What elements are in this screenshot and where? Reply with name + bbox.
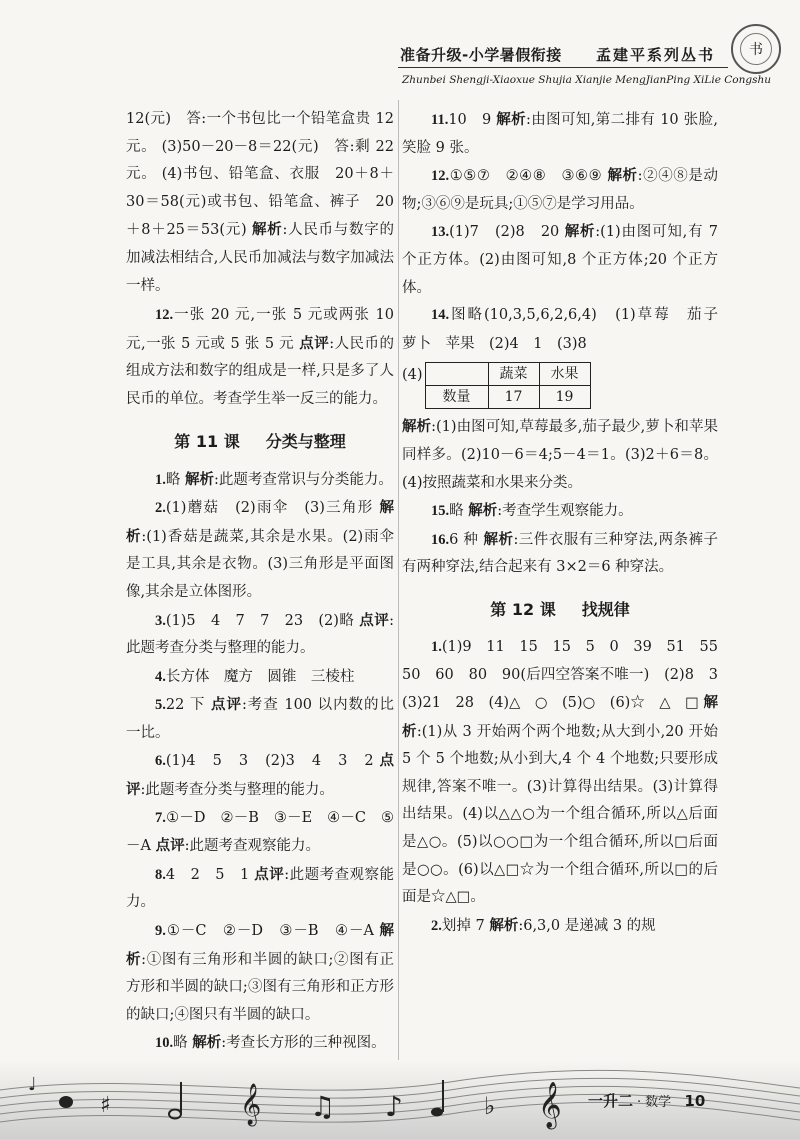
analysis-label: 点评 [155,837,185,855]
answer-item: 12.①⑤⑦ ②④⑧ ③⑥⑨ 解析:②④⑧是动物;③⑥⑨是玩具;①⑤⑦是学习用品。 [402,167,718,212]
item-number: 3. [155,612,166,629]
publisher-logo-icon [731,24,781,74]
item-number: 16. [431,531,450,548]
analysis-label: 解析 [564,223,596,241]
analysis-label: 解析 [251,221,283,239]
svg-text:♫: ♫ [310,1090,336,1123]
tally-table [425,362,591,409]
table-header-vegetable: 蔬菜 [488,363,539,386]
series-name: 孟建平系列丛书 [596,46,716,64]
item-number: 13. [431,224,450,241]
analysis-label: 解析 [489,916,519,934]
item-part-label: (4) [402,367,423,384]
table-block [402,362,718,409]
answer-item: 10.略 解析:考查长方形的三种视图。 [155,1034,386,1052]
answer-item: 1.(1)9 11 15 15 5 0 39 51 55 50 60 80 90(后四空答案不唯一) (2)8 3 (3)21 28 (4)△ ○ (5)○ (6)☆ △ □ 解析:(1)从 3 开始两个两个地数;从大到小,20 开始 5 个 5 个地数;从小到大,4 个 4 个地数;只要形成规律,答案不唯一。(3)计算得出结果。(3)计算得出结果。(4)以△△○为一个组合循环,所以△后面是△○。(5)以○○□为一个组合循环,所以□后面是○○。(6)以△□☆为一个组合循环,所以□的后面是☆△□。 [402,638,733,906]
analysis-label: 点评 [210,696,242,714]
table-corner [425,363,488,386]
answer-list [402,106,733,358]
item-number: 14. [431,307,450,324]
analysis-label: 解析 [483,530,514,548]
page-footer: 一升二 · 数学 10 [588,1092,706,1110]
answer-item: 2.划掉 7 解析:6,3,0 是递减 3 的规 [431,916,656,934]
item-number: 2. [431,917,442,934]
svg-text:♩: ♩ [28,1074,37,1095]
header-rule [398,67,728,68]
answer-item: 16.6 种 解析:三件衣服有三种穿法,两条裤子有两种穿法,结合起来有 3×2＝6 种穿法。 [402,530,719,576]
left-column [126,106,394,1058]
subject-label: 数学 [645,1095,672,1110]
table-cell-fruit: 19 [539,386,590,409]
item-number: 7. [155,809,166,826]
svg-text:♭: ♭ [484,1092,496,1120]
svg-text:𝄞: 𝄞 [240,1084,262,1125]
analysis-label: 点评 [254,865,285,883]
item-number: 1. [431,638,442,655]
item-number: 8. [155,866,166,883]
answer-item: 8.4 2 5 1 点评:此题考查观察能力。 [126,865,394,911]
analysis-label: 解析 [468,502,498,520]
column-divider [398,100,399,1090]
analysis-label: 解析 [607,167,638,185]
analysis-label: 点评 [359,611,390,629]
item-number: 6. [155,753,166,770]
book-title: 准备升级-小学暑假衔接 [400,46,562,64]
answer-item: 15.略 解析:考查学生观察能力。 [431,502,633,520]
answer-item: 13.(1)7 (2)8 20 解析:(1)由图可知,有 7 个正方体。(2)由图可知,8 个正方体;20 个正方体。 [402,223,718,296]
analysis-label: 点评 [126,752,395,799]
item-number: 12. [431,168,450,185]
answer-item: 11.10 9 解析:由图可知,第二排有 10 张脸,笑脸 9 张。 [402,111,718,156]
analysis-label: 解析 [192,1034,222,1052]
answer-item: 14.图略(10,3,5,6,2,6,4) (1)草莓 茄子 萝卜 苹果 (2)4 1 (3)8 [402,307,733,352]
item-number: 11. [431,112,449,128]
answer-item: 7.①－D ②－B ③－E ④－C ⑤－A 点评:此题考查观察能力。 [126,809,394,855]
item-number: 12. [155,307,174,324]
answer-item: 5.22 下 点评:考查 100 以内数的比一比。 [126,696,395,741]
analysis-label: 解析 [184,470,214,488]
answer-item: 4.长方体 魔方 圆锥 三棱柱 [155,668,355,685]
logo-book-icon: 书 [740,33,772,65]
item-number: 4. [155,668,166,685]
analysis-label: 解析 [126,499,395,545]
svg-text:♯: ♯ [100,1093,111,1118]
grade-label: 一升二 [588,1092,634,1110]
answer-list [402,497,718,582]
answer-item: 3.(1)5 4 7 7 23 (2)略 点评:此题考查分类与整理的能力。 [126,611,395,657]
answer-item: 1.略 解析:此题考查常识与分类能力。 [155,470,393,488]
section-heading: 第 11 课 分类与整理 [174,431,346,451]
analysis-label: 解析 [126,922,395,968]
item-number: 5. [155,697,166,714]
item-number: 2. [155,500,166,517]
right-column [402,106,733,940]
analysis-label: 解析 [496,111,526,128]
svg-text:𝄞: 𝄞 [538,1082,562,1128]
table-header-fruit: 水果 [539,363,590,386]
item-number: 1. [155,471,166,488]
answer-item: 9.①－C ②－D ③－B ④－A 解析:①图有三角形和半圆的缺口;②图有正方形和半圆的缺口;③图有三角形和正方形的缺口;④图只有半圆的缺口。 [126,922,395,1023]
answer-item: 12.一张 20 元,一张 5 元或两张 10 元,一张 5 元或 5 张 5 元 点评:人民币的组成方法和数字的组成是一样,只是多了人民币的单位。考查学生举一反三的能力。 [126,307,395,407]
answer-list [126,466,394,1058]
answer-item: 6.(1)4 5 3 (2)3 4 3 2 点评:此题考查分类与整理的能力。 [126,752,395,799]
item-number: 9. [155,923,166,940]
answer-continuation: 12(元) 答:一个书包比一个铅笔盒贵 12 元。 (3)50－20－8＝22(元) 答:剩 22 元。 (4)书包、铅笔盒、衣服 20＋8＋30＝58(元)或书包、铅笔盒、裤子 20＋8＋25＝53(元) 解析:人民币与数字的加减法相结合,人民币加减法与数字加减法一样。 [126,111,395,294]
answer-item: 2.(1)蘑菇 (2)雨伞 (3)三角形 解析:(1)香菇是蔬菜,其余是水果。(2)雨伞是工具,其余是衣物。(3)三角形是平面图像,其余是立体图形。 [126,499,395,600]
analysis-label: 解析 [402,418,432,436]
analysis-label: 解析 [402,694,718,740]
answer-analysis: 解析:(1)由图可知,草莓最多,茄子最少,萝卜和苹果同样多。(2)10－6＝4;5－4＝1。(3)2＋6＝8。(4)按照蔬菜和水果来分类。 [402,418,718,491]
comment-label: 点评 [299,334,330,352]
page-header [0,0,800,100]
section-heading: 第 12 课 找规律 [490,599,630,619]
item-number: 10. [155,1035,174,1052]
page-number: 10 [684,1092,706,1110]
book-pinyin: Zhunbei Shengji-Xiaoxue Shujia Xianjie MengJianPing XiLie Congshu [402,74,772,86]
table-row-label: 数量 [425,386,488,409]
item-number: 15. [431,503,450,520]
svg-text:♪: ♪ [385,1090,403,1123]
table-cell-vegetable: 17 [488,386,539,409]
